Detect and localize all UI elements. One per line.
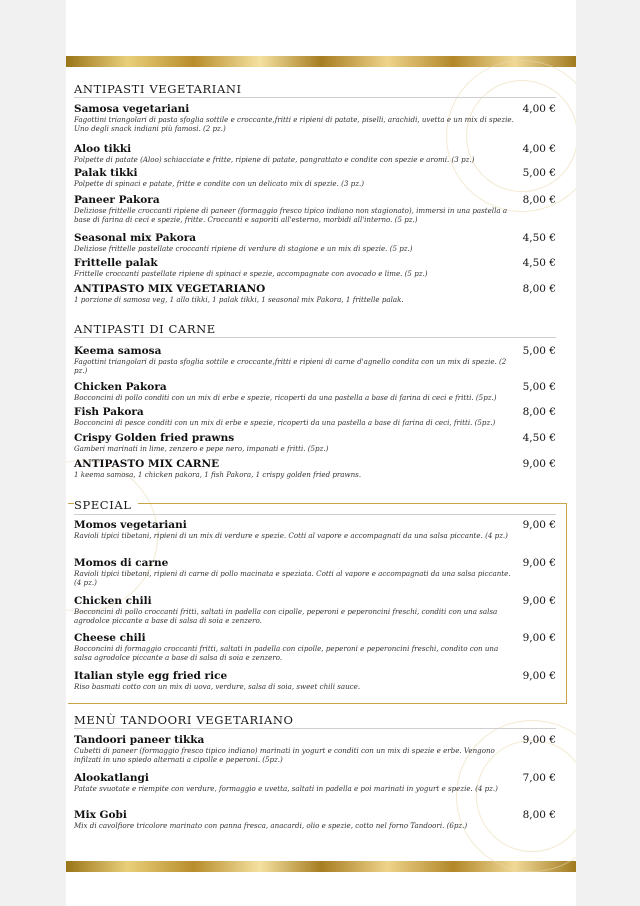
- item-description: Gamberi marinati in lime, zenzero e pepe nero, impanati e fritti. (5pz.): [74, 444, 329, 453]
- item-price: 4,50 €: [522, 232, 556, 244]
- menu-item: [74, 809, 556, 830]
- item-price: 9,00 €: [522, 519, 556, 531]
- item-name: ANTIPASTO MIX VEGETARIANO: [74, 283, 266, 295]
- item-name: Palak tikki: [74, 167, 138, 179]
- section-divider: [74, 514, 556, 515]
- item-name: Tandoori paneer tikka: [74, 734, 205, 746]
- menu-item: [74, 458, 556, 479]
- item-name: Frittelle palak: [74, 257, 158, 269]
- item-price: 4,00 €: [522, 103, 556, 115]
- item-name: Momos di carne: [74, 557, 169, 569]
- item-name: Alookatlangi: [74, 772, 149, 784]
- item-price: 8,00 €: [522, 194, 556, 206]
- item-name: Momos vegetariani: [74, 519, 187, 531]
- menu-item: [74, 557, 556, 587]
- item-price: 9,00 €: [522, 557, 556, 569]
- item-name: Keema samosa: [74, 345, 162, 357]
- item-name: Paneer Pakora: [74, 194, 160, 206]
- section-divider: [74, 97, 556, 98]
- menu-item: [74, 670, 556, 691]
- menu-item: [74, 283, 556, 304]
- item-description: Ravioli tipici tibetani, ripieni di carne di pollo macinata e speziata. Cotti al vapore e accompagnati da una salsa piccante. (4 pz.): [74, 569, 511, 588]
- item-price: 8,00 €: [522, 283, 556, 295]
- item-price: 9,00 €: [522, 595, 556, 607]
- item-description: Mix di cavolfiore tricolore marinato con panna fresca, anacardi, olio e spezie, cotto nel forno Tandoori. (6pz.): [74, 821, 468, 830]
- item-price: 9,00 €: [522, 632, 556, 644]
- section-title: SPECIAL: [74, 498, 138, 512]
- item-description: Polpette di patate (Aloo) schiacciate e fritte, ripiene di patate, pangrattato e condite con spezie e aromi. (3 pz.): [74, 155, 475, 164]
- section-divider: [74, 728, 556, 729]
- item-description: Bocconcini di pollo conditi con un mix di erbe e spezie, ricoperti da una pastella a base di farina di ceci e fritti. (5pz.): [74, 393, 497, 402]
- section-title: ANTIPASTI DI CARNE: [74, 322, 216, 336]
- item-name: Fish Pakora: [74, 406, 144, 418]
- item-description: Fagottini triangolari di pasta sfoglia sottile e croccante,fritti e ripieni di patate, piselli, arachidi, uvetta e un mix di spezie. Uno degli snack indiani più famosi. (2 pz.): [74, 115, 514, 134]
- item-price: 5,00 €: [522, 381, 556, 393]
- menu-item: [74, 406, 556, 427]
- item-name: ANTIPASTO MIX CARNE: [74, 458, 220, 470]
- item-name: Chicken Pakora: [74, 381, 167, 393]
- item-price: 7,00 €: [522, 772, 556, 784]
- menu-item: [74, 632, 556, 662]
- item-name: Cheese chili: [74, 632, 146, 644]
- menu-item: [74, 257, 556, 278]
- section-title: ANTIPASTI VEGETARIANI: [74, 82, 242, 96]
- menu-item: [74, 103, 556, 133]
- menu-page: [66, 0, 576, 906]
- item-name: Aloo tikki: [74, 143, 132, 155]
- item-description: 1 keema samosa, 1 chicken pakora, 1 fish Pakora, 1 crispy golden fried prawns.: [74, 470, 362, 479]
- item-name: Italian style egg fried rice: [74, 670, 228, 682]
- item-name: Mix Gobi: [74, 809, 127, 821]
- item-price: 4,50 €: [522, 432, 556, 444]
- item-price: 4,00 €: [522, 143, 556, 155]
- item-description: Frittelle croccanti pastellate ripiene di spinaci e spezie, accompagnate con avocado e lime. (5 pz.): [74, 269, 428, 278]
- item-description: Bocconcini di pesce conditi con un mix di erbe e spezie, ricoperti da una pastella a base di farina di ceci, fritti. (5pz.): [74, 418, 496, 427]
- menu-item: [74, 734, 556, 764]
- menu-item: [74, 595, 556, 625]
- item-description: Cubetti di paneer (formaggio fresco tipico indiano) marinati in yogurt e conditi con un mix di spezie e erbe. Vengono infilzati in uno spiedo alternati a cipolle e peperoni. (5pz.): [74, 746, 495, 765]
- item-price: 9,00 €: [522, 670, 556, 682]
- item-price: 9,00 €: [522, 734, 556, 746]
- menu-item: [74, 432, 556, 453]
- item-description: 1 porzione di samosa veg, 1 allo tikki, 1 palak tikki, 1 seasonal mix Pakora, 1 frittelle palak.: [74, 295, 404, 304]
- item-price: 4,50 €: [522, 257, 556, 269]
- item-description: Bocconcini di formaggio croccanti fritti, saltati in padella con cipolle, peperoni e peperoncini freschi, condito con una salsa agrodolce piccante a base di salsa di soia e zenzero.: [74, 644, 499, 663]
- item-description: Patate svuotate e riempite con verdure, formaggio e uvetta, saltati in padella e poi marinati in yogurt e spezie. (4 pz.): [74, 784, 498, 793]
- section-title: MENÙ TANDOORI VEGETARIANO: [74, 713, 294, 727]
- item-price: 8,00 €: [522, 406, 556, 418]
- item-price: 5,00 €: [522, 345, 556, 357]
- menu-item: [74, 232, 556, 253]
- menu-item: [74, 345, 556, 375]
- item-name: Crispy Golden fried prawns: [74, 432, 235, 444]
- menu-item: [74, 194, 556, 224]
- menu-item: [74, 519, 556, 540]
- item-price: 8,00 €: [522, 809, 556, 821]
- item-name: Samosa vegetariani: [74, 103, 190, 115]
- item-price: 9,00 €: [522, 458, 556, 470]
- item-name: Chicken chili: [74, 595, 152, 607]
- item-description: Deliziose frittelle croccanti ripiene di paneer (formaggio fresco tipico indiano non stagionato), immersi in una pastella a base di farina di ceci e spezie, fritte. Croccanti e saporiti all'esterno, morbidi all'interno. (5 pz.): [74, 206, 508, 225]
- item-price: 5,00 €: [522, 167, 556, 179]
- item-description: Fagottini triangolari di pasta sfoglia sottile e croccante,fritti e ripieni di carne d'agnello condita con un mix di spezie. (2 pz.): [74, 357, 507, 376]
- section-divider: [74, 337, 556, 338]
- item-name: Seasonal mix Pakora: [74, 232, 197, 244]
- item-description: Bocconcini di pollo croccanti fritti, saltati in padella con cipolle, peperoni e peperoncini freschi, conditi con una salsa agrodolce piccante a base di salsa di soia e zenzero.: [74, 607, 498, 626]
- item-description: Polpette di spinaci e patate, fritte e condite con un delicato mix di spezie. (3 pz.): [74, 179, 364, 188]
- menu-item: [74, 143, 556, 164]
- menu-item: [74, 772, 556, 793]
- menu-item: [74, 381, 556, 402]
- item-description: Deliziose frittelle pastellate croccanti ripiene di verdure di stagione e un mix di spezie. (5 pz.): [74, 244, 413, 253]
- menu-item: [74, 167, 556, 188]
- item-description: Ravioli tipici tibetani, ripieni di un mix di verdure e spezie. Cotti al vapore e accompagnati da una salsa piccante. (4 pz.): [74, 531, 508, 540]
- item-description: Riso basmati cotto con un mix di uova, verdure, salsa di soia, sweet chili sauce.: [74, 682, 361, 691]
